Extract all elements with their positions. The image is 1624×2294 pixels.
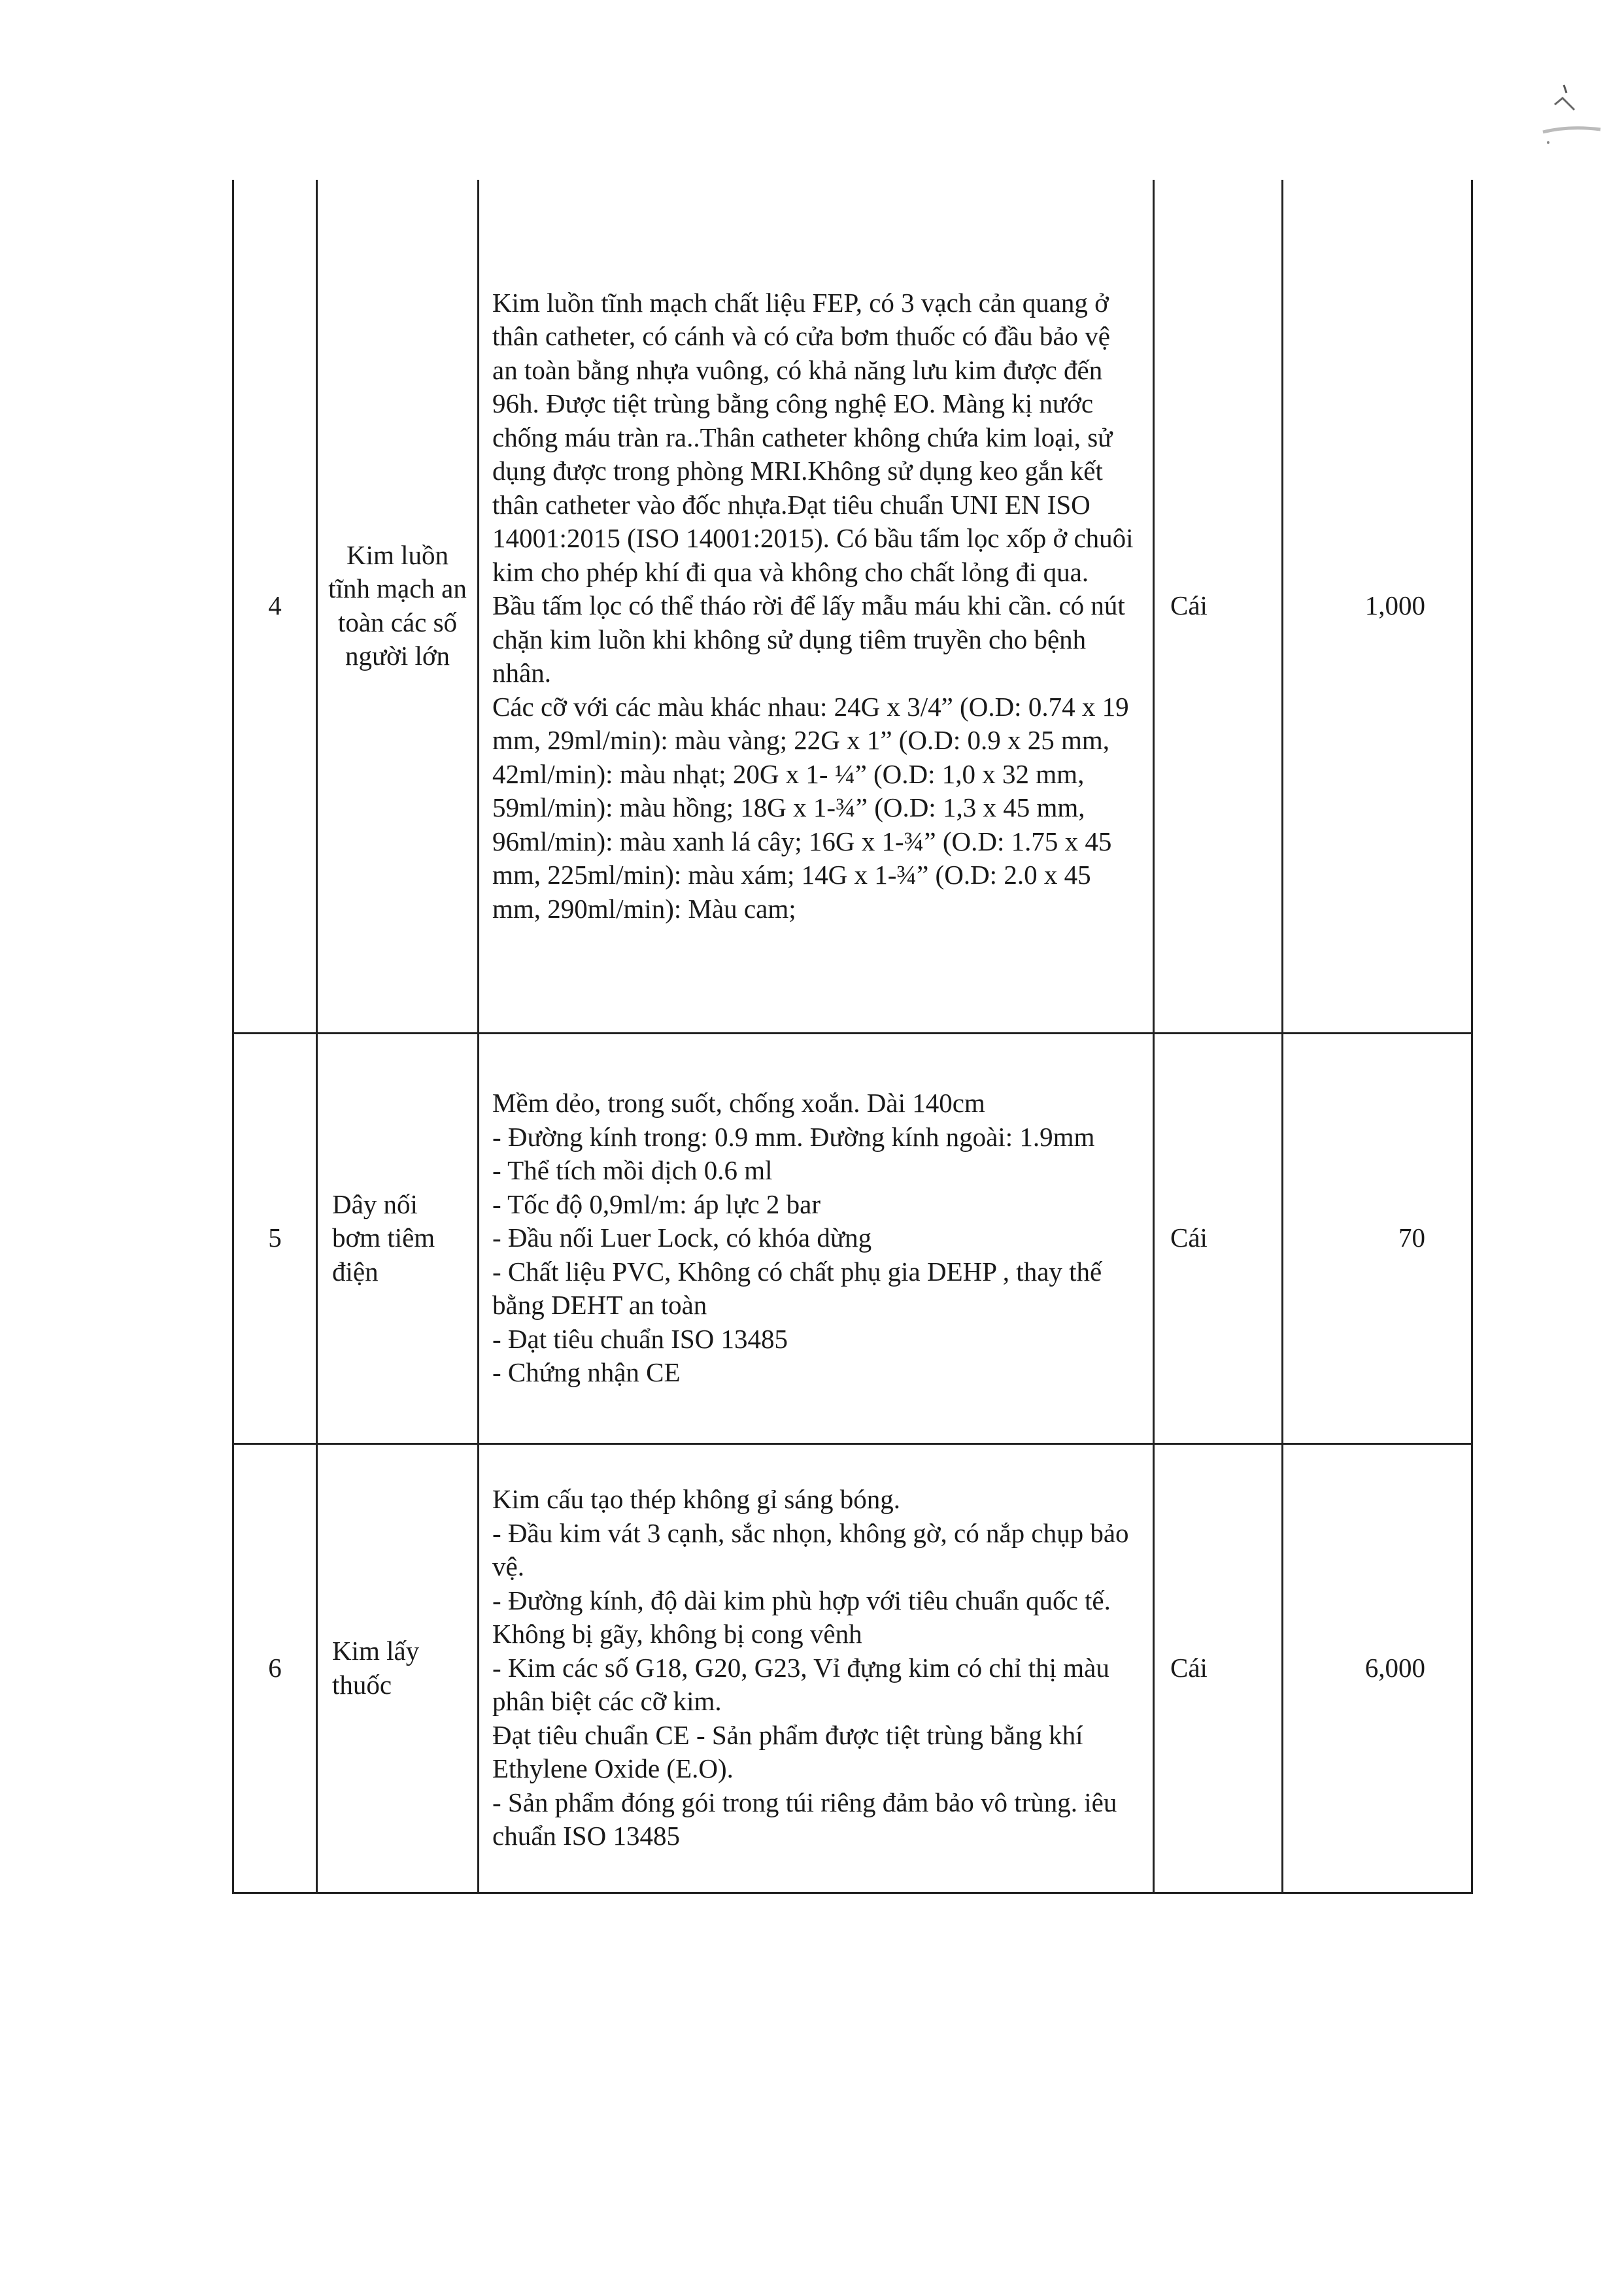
scan-mark-icon [1523, 78, 1602, 150]
product-description: Mềm dẻo, trong suốt, chống xoắn. Dài 140cm - Đường kính trong: 0.9 mm. Đường kính ngoài: 1.9mm - Thể tích mồi dịch 0.6 ml - Tốc độ 0,9ml/m: áp lực 2 bar - Đầu nối Luer Lock, có khóa dừng - Chất liệu PVC, Không có chất phụ gia DEHP , thay thế bằng DEHT an toàn - Đạt tiêu chuẩn ISO 13485 - Chứng nhận CE [479, 1033, 1154, 1443]
product-name: Kim lấy thuốc [317, 1443, 479, 1893]
row-number: 4 [233, 180, 317, 1033]
product-spec-table [232, 180, 1473, 1894]
product-name: Dây nối bơm tiêm điện [317, 1033, 479, 1443]
unit: Cái [1154, 1443, 1283, 1893]
quantity: 70 [1283, 1033, 1472, 1443]
product-description: Kim cấu tạo thép không gỉ sáng bóng. - Đầu kim vát 3 cạnh, sắc nhọn, không gờ, có nắp chụp bảo vệ. - Đường kính, độ dài kim phù hợp với tiêu chuẩn quốc tế. Không bị gãy, không bị cong vênh - Kim các số G18, G20, G23, Vỉ đựng kim có chỉ thị màu phân biệt các cỡ kim. Đạt tiêu chuẩn CE - Sản phẩm được tiệt trùng bằng khí Ethylene Oxide (E.O). - Sản phẩm đóng gói trong túi riêng đảm bảo vô trùng. iêu chuẩn ISO 13485 [479, 1443, 1154, 1893]
quantity: 6,000 [1283, 1443, 1472, 1893]
row-number: 5 [233, 1033, 317, 1443]
row-number: 6 [233, 1443, 317, 1893]
product-name: Kim luồn tĩnh mạch an toàn các số người lớn [317, 180, 479, 1033]
table-row [233, 1033, 1472, 1443]
table-row [233, 1443, 1472, 1893]
unit: Cái [1154, 180, 1283, 1033]
product-description: Kim luồn tĩnh mạch chất liệu FEP, có 3 vạch cản quang ở thân catheter, có cánh và có cửa bơm thuốc có đầu bảo vệ an toàn bằng nhựa vuông, có khả năng lưu kim được đến 96h. Được tiệt trùng bằng công nghệ EO. Màng kị nước chống máu tràn ra..Thân catheter không chứa kim loại, sử dụng được trong phòng MRI.Không sử dụng keo gắn kết thân catheter vào đốc nhựa.Đạt tiêu chuẩn UNI EN ISO 14001:2015 (ISO 14001:2015). Có bầu tấm lọc xốp ở chuôi kim cho phép khí đi qua và không cho chất lỏng đi qua. Bầu tấm lọc có thể tháo rời để lấy mẫu máu khi cần. có nút chặn kim luồn khi không sử dụng tiêm truyền cho bệnh nhân. Các cỡ với các màu khác nhau: 24G x 3/4” (O.D: 0.74 x 19 mm, 29ml/min): màu vàng; 22G x 1” (O.D: 0.9 x 25 mm, 42ml/min): màu nhạt; 20G x 1- ¼” (O.D: 1,0 x 32 mm, 59ml/min): màu hồng; 18G x 1-¾” (O.D: 1,3 x 45 mm, 96ml/min): màu xanh lá cây; 16G x 1-¾” (O.D: 1.75 x 45 mm, 225ml/min): màu xám; 14G x 1-¾” (O.D: 2.0 x 45 mm, 290ml/min): Màu cam; [479, 180, 1154, 1033]
quantity: 1,000 [1283, 180, 1472, 1033]
unit: Cái [1154, 1033, 1283, 1443]
table-row [233, 180, 1472, 1033]
